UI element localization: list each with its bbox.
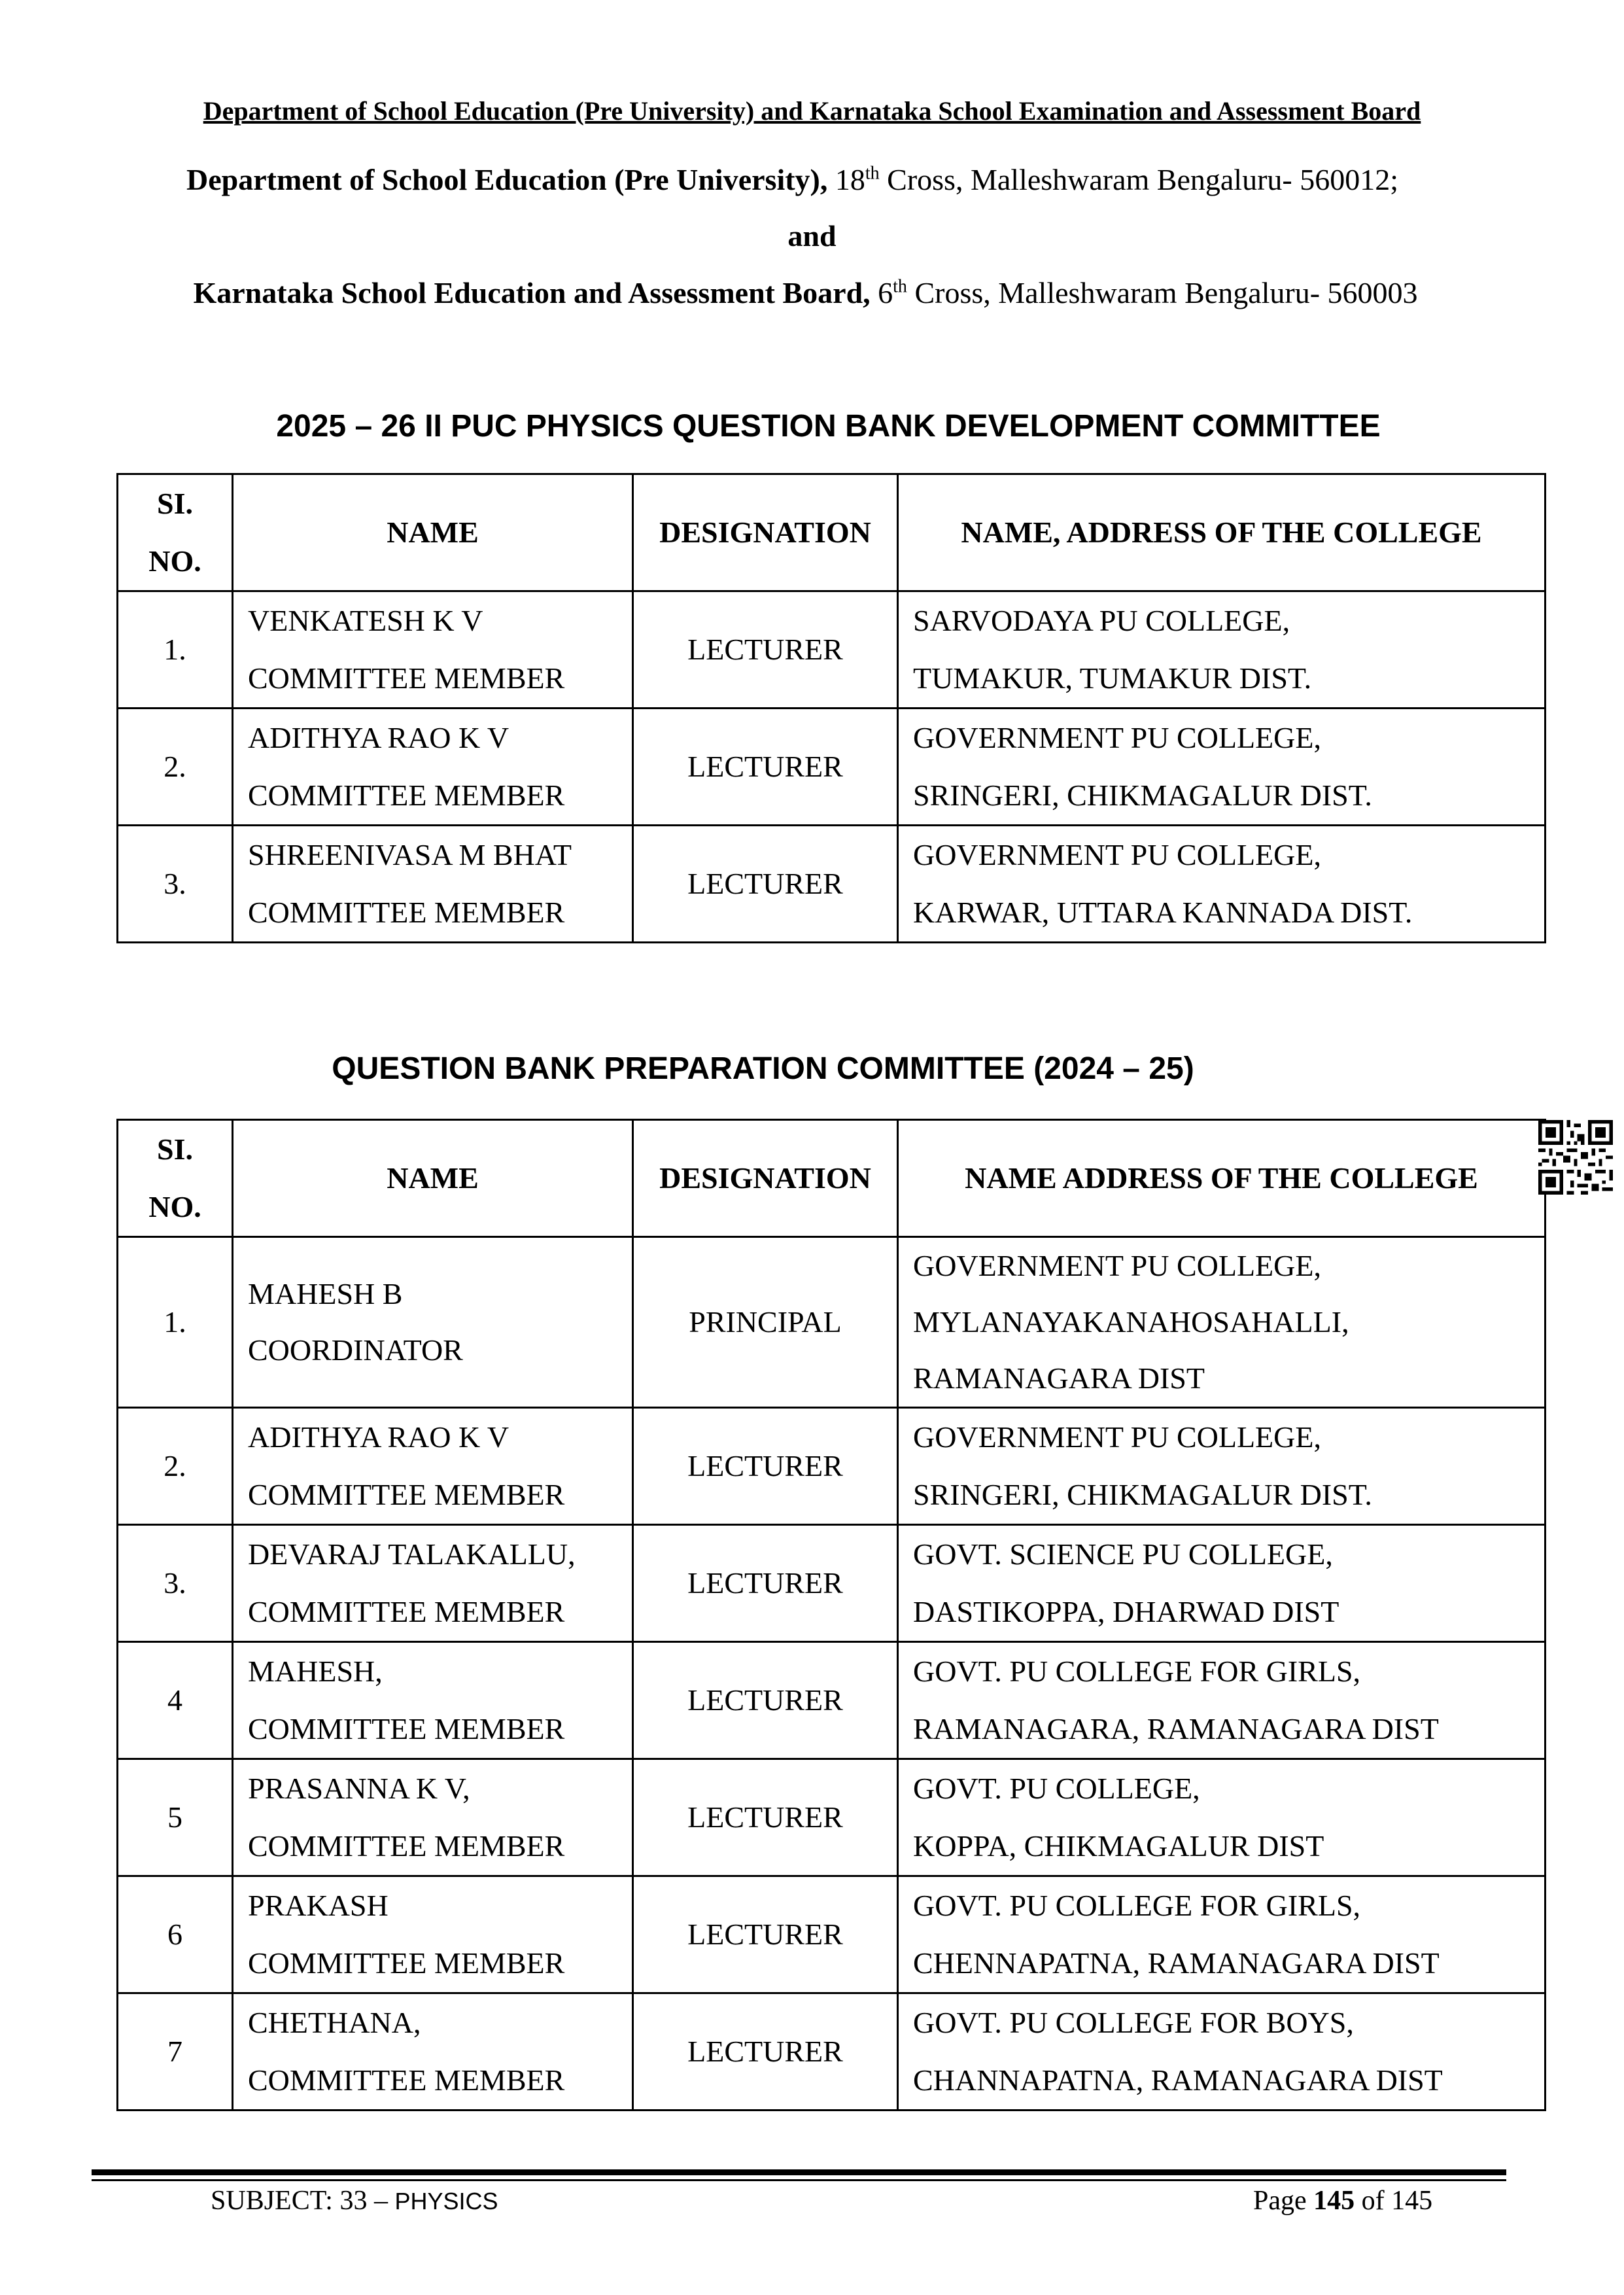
row-college-line: GOVT. SCIENCE PU COLLEGE,: [913, 1537, 1333, 1571]
row-designation: PRINCIPAL: [633, 1237, 898, 1408]
row-designation: LECTURER: [633, 1642, 898, 1759]
col-header-designation: DESIGNATION: [633, 1120, 898, 1237]
row-college-cell: [898, 1642, 1546, 1759]
dept-name: Department of School Education (Pre University),: [186, 163, 828, 196]
row-name-cell: [233, 1408, 633, 1525]
table-row: [118, 1993, 1546, 2111]
table-row: [118, 1759, 1546, 1876]
row-designation: LECTURER: [633, 591, 898, 709]
committee1-title: 2025 – 26 II PUC PHYSICS QUESTION BANK DEVELOPMENT COMMITTEE: [276, 409, 1381, 444]
row-name: ADITHYA RAO K V: [248, 1420, 510, 1454]
row-college-line: CHANNAPATNA, RAMANAGARA DIST: [913, 2063, 1443, 2097]
row-college-line: GOVT. PU COLLEGE FOR GIRLS,: [913, 1889, 1361, 1922]
col-header-sl: SI. NO.: [118, 474, 233, 591]
row-college-cell: [898, 709, 1546, 826]
row-college-line: RAMANAGARA, RAMANAGARA DIST: [913, 1712, 1439, 1745]
row-role: COMMITTEE MEMBER: [248, 1946, 565, 1980]
row-role: COMMITTEE MEMBER: [248, 661, 565, 695]
row-name-cell: [233, 591, 633, 709]
row-college-line: RAMANAGARA DIST: [913, 1361, 1205, 1395]
col-header-designation: DESIGNATION: [633, 474, 898, 591]
row-college-line: GOVERNMENT PU COLLEGE,: [913, 838, 1321, 871]
row-sl-no: 1.: [118, 1237, 233, 1408]
col-header-sl: SI. NO.: [118, 1120, 233, 1237]
row-college-line: GOVERNMENT PU COLLEGE,: [913, 1249, 1321, 1282]
page-current: 145: [1313, 2186, 1355, 2216]
row-college-cell: [898, 1759, 1546, 1876]
footer-rule-thick: [92, 2169, 1506, 2175]
row-sl-no: 1.: [118, 591, 233, 709]
committee2-title: QUESTION BANK PREPARATION COMMITTEE (2024 – 25): [332, 1051, 1194, 1086]
row-sl-no: 2.: [118, 709, 233, 826]
footer-subject-name: PHYSICS: [394, 2188, 498, 2215]
board-addr-sup: th: [893, 276, 907, 297]
committee2-table: [116, 1119, 1546, 2111]
footer-page-number: [1253, 2185, 1432, 2216]
row-college-line: GOVERNMENT PU COLLEGE,: [913, 721, 1321, 754]
row-college-cell: [898, 1525, 1546, 1642]
table-row: [118, 826, 1546, 943]
row-name: SHREENIVASA M BHAT: [248, 838, 572, 871]
table-row: [118, 591, 1546, 709]
row-designation: LECTURER: [633, 1525, 898, 1642]
row-college-cell: [898, 1408, 1546, 1525]
row-name: CHETHANA,: [248, 2006, 421, 2039]
row-role: COMMITTEE MEMBER: [248, 1829, 565, 1863]
col-header-name: NAME: [233, 1120, 633, 1237]
table-row: [118, 1237, 1546, 1408]
row-sl-no: 3.: [118, 1525, 233, 1642]
page-total: 145: [1391, 2186, 1433, 2216]
board-addr-num: 6: [878, 276, 893, 309]
footer-rule-thin: [92, 2179, 1506, 2181]
row-role: COMMITTEE MEMBER: [248, 1712, 565, 1745]
row-designation: LECTURER: [633, 1759, 898, 1876]
row-college-line: GOVT. PU COLLEGE,: [913, 1772, 1200, 1805]
row-college-cell: [898, 826, 1546, 943]
row-role: COMMITTEE MEMBER: [248, 896, 565, 929]
row-college-line: DASTIKOPPA, DHARWAD DIST: [913, 1595, 1339, 1628]
qr-code-icon: [1538, 1120, 1613, 1195]
row-sl-no: 5: [118, 1759, 233, 1876]
row-role: COMMITTEE MEMBER: [248, 1595, 565, 1628]
row-name: ADITHYA RAO K V: [248, 721, 510, 754]
table-row: [118, 1876, 1546, 1993]
table-row: [118, 709, 1546, 826]
row-sl-no: 6: [118, 1876, 233, 1993]
row-name: PRASANNA K V,: [248, 1772, 470, 1805]
row-designation: LECTURER: [633, 709, 898, 826]
table-row: [118, 1408, 1546, 1525]
board-address-line: [0, 275, 1617, 310]
and-line: [0, 219, 1624, 253]
board-addr-rest: Cross, Malleshwaram Bengaluru- 560003: [907, 276, 1418, 309]
row-college-line: MYLANAYAKANAHOSAHALLI,: [913, 1305, 1349, 1339]
row-college-line: SRINGERI, CHIKMAGALUR DIST.: [913, 779, 1372, 812]
row-name-cell: [233, 1525, 633, 1642]
dept-addr-sup: th: [865, 163, 880, 184]
row-name-cell: [233, 709, 633, 826]
row-role: COMMITTEE MEMBER: [248, 779, 565, 812]
row-designation: LECTURER: [633, 826, 898, 943]
footer-subject: [211, 2185, 498, 2216]
row-college-line: SRINGERI, CHIKMAGALUR DIST.: [913, 1478, 1372, 1511]
dept-addr-rest: Cross, Malleshwaram Bengaluru- 560012;: [879, 163, 1399, 196]
page-middle: of: [1355, 2186, 1392, 2216]
row-college-cell: [898, 1237, 1546, 1408]
row-name: MAHESH,: [248, 1655, 383, 1688]
board-name: Karnataka School Education and Assessment Board,: [193, 276, 871, 309]
and-text: and: [787, 219, 837, 253]
row-name-cell: [233, 1876, 633, 1993]
row-college-line: CHENNAPATNA, RAMANAGARA DIST: [913, 1946, 1440, 1980]
page-prefix: Page: [1253, 2186, 1314, 2216]
row-designation: LECTURER: [633, 1876, 898, 1993]
table-row: [118, 1642, 1546, 1759]
row-college-line: GOVT. PU COLLEGE FOR BOYS,: [913, 2006, 1354, 2039]
header-top-line: Department of School Education (Pre University) and Karnataka School Examination and Assessment Board: [203, 96, 1421, 126]
row-college-cell: [898, 1993, 1546, 2111]
row-college-line: GOVERNMENT PU COLLEGE,: [913, 1420, 1321, 1454]
row-sl-no: 4: [118, 1642, 233, 1759]
row-sl-no: 2.: [118, 1408, 233, 1525]
dept-addr-num: 18: [835, 163, 865, 196]
row-name: PRAKASH: [248, 1889, 389, 1922]
row-role: COMMITTEE MEMBER: [248, 2063, 565, 2097]
row-role: COMMITTEE MEMBER: [248, 1478, 565, 1511]
footer-subject-prefix: SUBJECT: 33 –: [211, 2186, 395, 2216]
row-designation: LECTURER: [633, 1993, 898, 2111]
row-name-cell: [233, 1642, 633, 1759]
row-college-cell: [898, 591, 1546, 709]
table-row: [118, 1525, 1546, 1642]
row-name: VENKATESH K V: [248, 604, 483, 637]
row-name: MAHESH B: [248, 1277, 403, 1310]
dept-address-line: [0, 162, 1604, 197]
committee1-table: [116, 473, 1546, 943]
row-college-cell: [898, 1876, 1546, 1993]
row-role: COORDINATOR: [248, 1333, 463, 1367]
row-college-line: KARWAR, UTTARA KANNADA DIST.: [913, 896, 1413, 929]
col-header-college: NAME ADDRESS OF THE COLLEGE: [898, 1120, 1546, 1237]
row-college-line: KOPPA, CHIKMAGALUR DIST: [913, 1829, 1324, 1863]
row-name-cell: [233, 1759, 633, 1876]
row-name-cell: [233, 1993, 633, 2111]
table-header-row: [118, 1120, 1546, 1237]
col-header-college: NAME, ADDRESS OF THE COLLEGE: [898, 474, 1546, 591]
col-header-name: NAME: [233, 474, 633, 591]
row-college-line: TUMAKUR, TUMAKUR DIST.: [913, 661, 1312, 695]
row-name-cell: [233, 1237, 633, 1408]
row-sl-no: 3.: [118, 826, 233, 943]
table-header-row: [118, 474, 1546, 591]
row-name-cell: [233, 826, 633, 943]
row-name: DEVARAJ TALAKALLU,: [248, 1537, 576, 1571]
row-college-line: GOVT. PU COLLEGE FOR GIRLS,: [913, 1655, 1361, 1688]
row-designation: LECTURER: [633, 1408, 898, 1525]
row-sl-no: 7: [118, 1993, 233, 2111]
row-college-line: SARVODAYA PU COLLEGE,: [913, 604, 1290, 637]
